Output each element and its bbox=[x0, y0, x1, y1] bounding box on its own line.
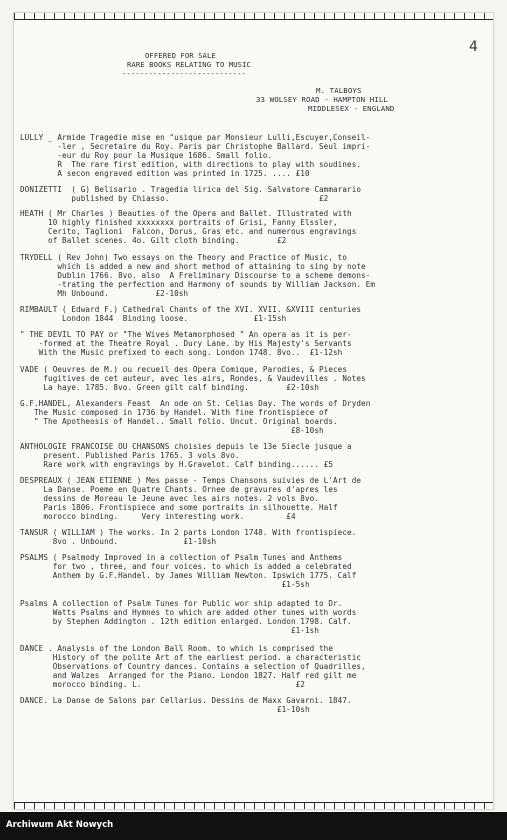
catalogue-line: which is added a new and short method of attaining to sing by note bbox=[20, 262, 366, 271]
page-number: 4 bbox=[469, 39, 478, 55]
catalogue-line: 8vo . Unbound. £1-10sh bbox=[20, 537, 217, 546]
scan-ruler-top bbox=[14, 13, 493, 20]
catalogue-line: Rare work with engravings by H.Gravelot. Calf binding...... £5 bbox=[20, 460, 334, 469]
catalogue-line: TANSUR ( WILLIAM ) The works. In 2 parts London 1748. With frontispiece. bbox=[20, 528, 357, 537]
catalogue-line: La Danse. Poeme en Quatre Chants. Ornee de gravures d'apres les bbox=[20, 485, 338, 494]
catalogue-line: HEATH ( Mr Charles ) Beauties of the Opera and Ballet. Illustrated with bbox=[20, 209, 352, 218]
catalogue-line: Anthem by G.F.Handel. by James William Newton. Ipswich 1775. Calf bbox=[20, 571, 357, 580]
catalogue-line: 10 highly finished xxxxxxxx portraits of Grisi, Fanny Elssler, bbox=[20, 218, 338, 227]
archive-name: Archiwum Akt Nowych bbox=[6, 820, 114, 830]
catalogue-line: by Stephen Addington . 12th edition enlarged. London 1798. Calf. bbox=[20, 617, 352, 626]
catalogue-line: £1-1sh bbox=[20, 626, 319, 635]
catalogue-line: -ler , Secretaire du Roy. Paris par Christophe Ballard. Seul impri- bbox=[20, 142, 371, 151]
catalogue-line: R The rare first edition, with directions to play with soudines. bbox=[20, 160, 362, 169]
catalogue-line: A secon engraved edition was printed in 1725. .... £10 bbox=[20, 169, 310, 178]
archive-footer-bar bbox=[0, 812, 507, 840]
catalogue-line: Paris 1806. Frontispiece and some portraits in silhouette. Half bbox=[20, 503, 338, 512]
catalogue-line: " THE DEVIL TO PAY or "The Wives Metamorphosed " An opera as it is per- bbox=[20, 330, 352, 339]
catalogue-line: ANTHOLOGIE FRANCOISE OU CHANSONS choisies depuis le 13e Siecle jusque a bbox=[20, 442, 352, 451]
catalogue-line: History of the polite Art of the earliest period. a characteristic bbox=[20, 653, 362, 662]
catalogue-line: VADE ( Oeuvres de M.) ou recueil des Opera Comique, Parodies, & Pieces bbox=[20, 365, 348, 374]
catalogue-line: " The Apotheosis of Handel.. Small folio. Uncut. Original boards. bbox=[20, 417, 338, 426]
catalogue-line: DONIZETTI ( G) Belisario . Tragedia lirica del Sig. Salvatore Cammarario bbox=[20, 185, 362, 194]
catalogue-line: La haye. 1785. 8vo. Green gilt calf binding. £2-10sh bbox=[20, 383, 319, 392]
address-line-street: 33 WOLSEY ROAD - HAMPTON HILL bbox=[256, 95, 388, 104]
catalogue-line: morocco binding. L. £2 bbox=[20, 680, 305, 689]
catalogue-line: morocco binding. Very interesting work. £4 bbox=[20, 512, 296, 521]
catalogue-line: LULLY _ Armide Tragedie mise en "usique par Monsieur Lulli,Escuyer,Conseil- bbox=[20, 133, 371, 142]
catalogue-line: Observations of Country dances. Contains a selection of Quadrilles, bbox=[20, 662, 366, 671]
catalogue-line: of Ballet scenes. 4o. Gilt cloth binding. £2 bbox=[20, 236, 287, 245]
catalogue-line: DESPREAUX ( JEAN ETIENNE ) Mes passe - Temps Chansons suivies de L'Art de bbox=[20, 476, 362, 485]
catalogue-line: -trating the perfection and Harmony of sounds by William Jackson. Em bbox=[20, 280, 376, 289]
catalogue-line: PSALMS ( Psalmody Improved in a collection of Psalm Tunes and Anthems bbox=[20, 553, 343, 562]
catalogue-line: published by Chiasso. £2 bbox=[20, 194, 329, 203]
catalogue-line: Cerito, Taglioni Falcon, Dorus, Gras etc. and numerous engravings bbox=[20, 227, 357, 236]
catalogue-line: Psalms A collection of Psalm Tunes for Public wor ship adapted to Dr. bbox=[20, 599, 343, 608]
catalogue-line: DANCE. La Danse de Salons par Cellarius. Dessins de Maxx Gavarni. 1847. bbox=[20, 696, 352, 705]
catalogue-line: DANCE . Analysis of the London Ball Room. to which is comprised the bbox=[20, 644, 334, 653]
catalogue-line: London 1844 Binding loose. £1-15sh bbox=[20, 314, 287, 323]
heading-underline: ---------------------------- bbox=[122, 69, 246, 78]
address-line-county: MIDDLESEX - ENGLAND bbox=[308, 104, 395, 113]
catalogue-line: G.F.HANDEL, Alexanders Feast An ode on St. Celias Day. The words of Dryden bbox=[20, 399, 371, 408]
catalogue-line: dessins de Moreau le Jeune avec les airs notes. 2 vols 8vo. bbox=[20, 494, 319, 503]
catalogue-line: The Music composed in 1736 by Handel. With fine frontispiece of bbox=[20, 408, 329, 417]
catalogue-line: Dublin 1766. 8vo. also A Freliminary Discourse to a scheme demons- bbox=[20, 271, 371, 280]
scan-ruler-bottom bbox=[14, 802, 493, 809]
document-sheet bbox=[13, 12, 494, 810]
catalogue-line: With the Music prefixed to each song. London 1748. 8vo.. £1-12sh bbox=[20, 348, 343, 357]
catalogue-line: Watts Psalms and Hymnes to which are added other tunes with words bbox=[20, 608, 357, 617]
catalogue-line: RIMBAULT ( Edward F.) Cathedral Chants of the XVI. XVII. &XVIII centuries bbox=[20, 305, 362, 314]
catalogue-line: TRYDELL ( Rev John) Two essays on the Theory and Practice of Music, to bbox=[20, 253, 348, 262]
catalogue-line: for two , three, and four voices. to which is added a celebrated bbox=[20, 562, 352, 571]
catalogue-line: -eur du Roy pour la Musique 1686. Small folio. bbox=[20, 151, 273, 160]
catalogue-line: fugitives de cet auteur, avec les airs, Rondes, & Vaudevilles . Notes bbox=[20, 374, 366, 383]
catalogue-line: -formed at the Theatre Royal . Dury Lane. by His Majesty's Servants bbox=[20, 339, 352, 348]
catalogue-line: Mh Unbound. £2-10sh bbox=[20, 289, 189, 298]
heading-line-1: OFFERED FOR SALE bbox=[145, 51, 216, 60]
catalogue-line: present. Published Paris 1765. 3 vols 8vo. bbox=[20, 451, 240, 460]
catalogue-line: £1-10sh bbox=[20, 705, 310, 714]
catalogue-line: and Walzes Arranged for the Piano. London 1827. Half red gilt me bbox=[20, 671, 357, 680]
catalogue-line: £8-10sh bbox=[20, 426, 324, 435]
address-line-name: M. TALBOYS bbox=[316, 86, 362, 95]
heading-line-2: RARE BOOKS RELATING TO MUSIC bbox=[127, 60, 251, 69]
catalogue-line: £1-5sh bbox=[20, 580, 310, 589]
